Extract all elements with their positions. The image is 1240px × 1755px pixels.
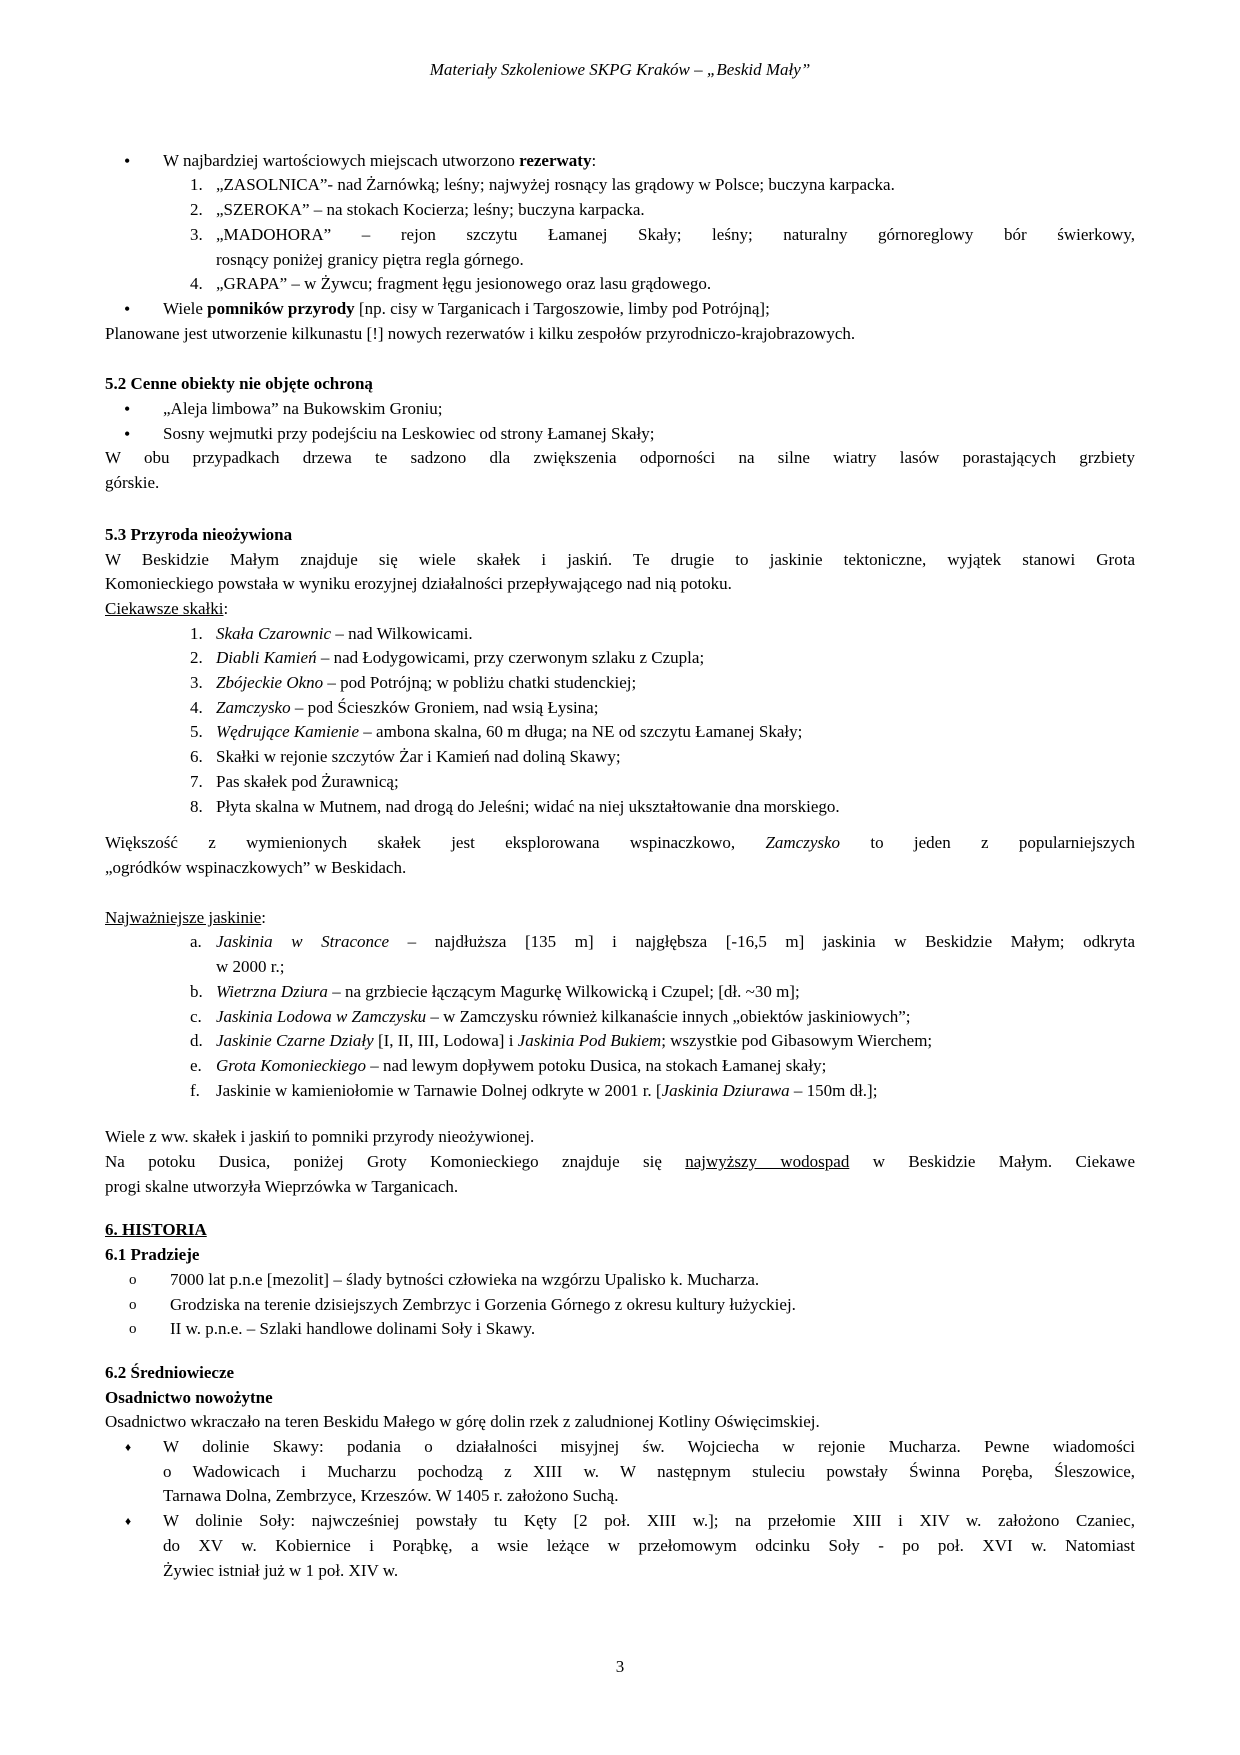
text-run-bold: pomników przyrody xyxy=(207,298,355,318)
list-letter: f. xyxy=(190,1080,200,1100)
item-text xyxy=(216,673,636,692)
list-label xyxy=(105,597,1135,622)
item-text xyxy=(216,982,800,1001)
cave-name: Wietrzna Dziura xyxy=(216,981,328,1001)
item-line: Tarnawa Dolna, Zembrzyce, Krzeszów. W 1405 r. założono Suchą. xyxy=(163,1486,619,1506)
rock-name: Skała Czarownic xyxy=(216,623,332,643)
list-item xyxy=(105,795,1135,820)
item-line: do XV w. Kobiernice i Porąbkę, a wsie leżące w przełomowym odcinku Soły - po poł. XVI w. Natomiast xyxy=(163,1535,1135,1555)
list-number: 3. xyxy=(190,224,203,244)
list-item xyxy=(105,422,1135,447)
list-item xyxy=(105,198,1135,223)
paragraph-line: W obu przypadkach drzewa te sadzono dla zwiększenia odporności na silne wiatry lasów porastających grzbiety xyxy=(105,448,1135,468)
section-heading: 6.2 Średniowiecze xyxy=(105,1362,235,1382)
item-text: II w. p.n.e. – Szlaki handlowe dolinami Soły i Skawy. xyxy=(170,1319,536,1339)
item-line xyxy=(216,930,1135,955)
item-text: Sosny wejmutki przy podejściu na Leskowiec od strony Łamanej Skały; xyxy=(163,423,655,443)
paragraph: Wiele z ww. skałek i jaskiń to pomniki przyrody nieożywionej. xyxy=(105,1127,535,1147)
list-letter: e. xyxy=(190,1055,202,1075)
paragraph: Planowane jest utworzenie kilkunastu [!] nowych rezerwatów i kilku zespołów przyrodniczo-krajobrazowych. xyxy=(105,323,856,343)
bullet-icon: • xyxy=(124,150,131,171)
item-text: „GRAPA” – w Żywcu; fragment łęgu jesionowego oraz lasu grądowego. xyxy=(216,274,712,294)
text-run: – nad Wilkowicami. xyxy=(331,623,473,643)
rock-name: Wędrujące Kamienie xyxy=(216,722,360,742)
item-text xyxy=(216,1031,932,1050)
list-number: 4. xyxy=(190,697,203,717)
rock-name: Zamczysko xyxy=(216,697,291,717)
circle-bullet-icon: o xyxy=(129,1271,137,1288)
list-item xyxy=(105,1509,1135,1583)
item-text xyxy=(216,698,598,717)
paragraph-line: progi skalne utworzyła Wieprzówka w Targanicach. xyxy=(105,1176,459,1196)
section-heading: 6.1 Pradzieje xyxy=(105,1245,200,1265)
list-item xyxy=(105,1005,1135,1030)
list-letter: c. xyxy=(190,1006,202,1026)
rock-name: Zbójeckie Okno xyxy=(216,673,324,693)
bullet-icon: • xyxy=(124,298,131,319)
text-run: Na potoku Dusica, poniżej Groty Komonieckiego znajduje się xyxy=(105,1152,686,1172)
list-item xyxy=(105,1317,1135,1342)
item-text xyxy=(216,722,802,741)
paragraph-line xyxy=(105,1150,1135,1175)
rock-name: Zamczysko xyxy=(765,833,841,853)
section-history xyxy=(105,1218,1135,1342)
list-letter: b. xyxy=(190,981,203,1001)
item-line: W dolinie Soły: najwcześniej powstały tu Kęty [2 poł. XIII w.]; na przełomie XIII i XIV w. założono Czaniec, xyxy=(163,1511,1135,1531)
item-text: „Aleja limbowa” na Bukowskim Groniu; xyxy=(163,399,443,419)
text-run-bold: rezerwaty xyxy=(519,150,592,170)
list-item xyxy=(105,671,1135,696)
item-text: Płyta skalna w Mutnem, nad drogą do Jeleśni; widać na niej ukształtowanie dna morskiego. xyxy=(216,796,840,816)
cave-name: Grota Komonieckiego xyxy=(216,1055,366,1075)
list-item xyxy=(105,1054,1135,1079)
text-run: : xyxy=(261,907,266,927)
text-run: to jeden z popularniejszych xyxy=(840,833,1135,853)
list-item xyxy=(105,930,1135,979)
item-line: W dolinie Skawy: podania o działalności misyjnej św. Wojciecha w rejonie Mucharza. Pewne wiadomości xyxy=(163,1437,1135,1457)
list-item xyxy=(105,622,1135,647)
text-run: w Beskidzie Małym. Ciekawe xyxy=(849,1152,1135,1172)
waterfall-paragraph xyxy=(105,1125,1135,1199)
item-text xyxy=(216,1007,911,1026)
cave-name: Jaskinia w Straconce xyxy=(216,932,390,952)
text-run: : xyxy=(223,598,229,618)
text-run: – najdłuższa [135 m] i najgłębsza [-16,5 m] jaskinia w Beskidzie Małym; odkryta xyxy=(389,932,1136,952)
item-line: rosnący poniżej granicy piętra regla górnego. xyxy=(216,249,524,269)
item-text xyxy=(216,648,704,667)
list-item xyxy=(105,1293,1135,1318)
text-run: : xyxy=(591,150,597,170)
list-item xyxy=(105,297,1135,322)
list-number: 4. xyxy=(190,274,203,294)
list-item xyxy=(105,646,1135,671)
item-text: Grodziska na terenie dzisiejszych Zembrzyc i Gorzenia Górnego z okresu kultury łużyckiej. xyxy=(170,1294,796,1314)
text-run: – na grzbiecie łączącym Magurkę Wilkowicką i Czupel; [dł. ~30 m]; xyxy=(327,981,800,1001)
text-run: Wiele xyxy=(163,298,208,318)
list-item xyxy=(105,272,1135,297)
list-number: 1. xyxy=(190,623,203,643)
text-run: – pod Ścieszków Groniem, nad wsią Łysina; xyxy=(290,697,599,717)
item-text: Skałki w rejonie szczytów Żar i Kamień nad doliną Skawy; xyxy=(216,747,621,767)
text-run: – pod Potrójną; w pobliżu chatki studenckiej; xyxy=(323,673,637,693)
item-text: „SZEROKA” – na stokach Kocierza; leśny; buczyna karpacka. xyxy=(216,200,645,220)
bullet-icon: • xyxy=(124,423,131,444)
section-5-3 xyxy=(105,523,1135,819)
cave-name: Jaskinia Pod Bukiem xyxy=(517,1031,662,1051)
text-run: [I, II, III, Lodowa] i xyxy=(373,1031,518,1051)
item-text: Pas skałek pod Żurawnicą; xyxy=(216,771,399,791)
item-line: Żywiec istniał już w 1 poł. XIV w. xyxy=(163,1560,399,1580)
text-run: – ambona skalna, 60 m długa; na NE od szczytu Łamanej Skały; xyxy=(359,722,803,742)
list-item xyxy=(105,1029,1135,1054)
item-text: „ZASOLNICA”- nad Żarnówką; leśny; najwyżej rosnący las grądowy w Polsce; buczyna karpacka. xyxy=(216,175,895,195)
text-run: Jaskinie w kamieniołomie w Tarnawie Dolnej odkryte w 2001 r. [ xyxy=(216,1080,662,1100)
list-item xyxy=(105,745,1135,770)
list-item xyxy=(105,223,1135,272)
item-line: o Wadowicach i Mucharzu pochodzą z XIII w. W następnym stuleciu powstały Świnna Poręba, Śleszowice, xyxy=(163,1461,1135,1481)
list-item xyxy=(105,1079,1135,1104)
text-run: – 150m dł.]; xyxy=(789,1080,878,1100)
circle-bullet-icon: o xyxy=(129,1296,137,1313)
page-number: 3 xyxy=(615,1657,625,1677)
list-number: 1. xyxy=(190,175,203,195)
cave-name: Jaskinia Lodowa w Zamczysku xyxy=(216,1006,427,1026)
underlined-text: najwyższy wodospad xyxy=(685,1152,850,1172)
document-content xyxy=(0,58,1240,1680)
list-number: 3. xyxy=(190,673,203,693)
item-text xyxy=(216,1081,877,1100)
list-letter: d. xyxy=(190,1031,203,1051)
underlined-label: Najważniejsze jaskinie xyxy=(105,907,262,927)
section-5-2 xyxy=(105,372,1135,496)
item-text xyxy=(216,1056,826,1075)
text-run: Większość z wymienionych skałek jest eksplorowana wspinaczkowo, xyxy=(105,833,766,853)
paragraph-line: W Beskidzie Małym znajduje się wiele skałek i jaskiń. Te drugie to jaskinie tektoniczne, wyjątek stanowi Grota xyxy=(105,549,1135,569)
list-item xyxy=(105,149,1135,174)
list-item xyxy=(105,770,1135,795)
chapter-heading: 6. HISTORIA xyxy=(105,1220,207,1240)
paragraph-line: górskie. xyxy=(105,473,160,493)
running-header: Materiały Szkoleniowe SKPG Kraków – „Beskid Mały” xyxy=(429,60,811,79)
text-run: – nad Łodygowicami, przy czerwonym szlaku z Czupla; xyxy=(316,648,705,668)
list-number: 5. xyxy=(190,722,203,742)
list-number: 7. xyxy=(190,771,203,791)
climbing-paragraph xyxy=(105,831,1135,880)
text-run: – nad lewym dopływem potoku Dusica, na stokach Łamanej skały; xyxy=(365,1055,827,1075)
paragraph-line: „ogródków wspinaczkowych” w Beskidach. xyxy=(105,857,407,877)
list-item xyxy=(105,720,1135,745)
section-heading: 5.3 Przyroda nieożywiona xyxy=(105,524,293,544)
caves-list xyxy=(105,906,1135,1104)
rock-name: Diabli Kamień xyxy=(216,648,317,668)
sub-heading: Osadnictwo nowożytne xyxy=(105,1387,273,1407)
underlined-label: Ciekawsze skałki xyxy=(105,598,224,618)
diamond-bullet-icon: ♦ xyxy=(125,1514,132,1529)
list-item xyxy=(105,173,1135,198)
text-run: [np. cisy w Targanicach i Targoszowie, limby pod Potrójną]; xyxy=(354,298,770,318)
text-run: ; wszystkie pod Gibasowym Wierchem; xyxy=(661,1031,933,1051)
list-item xyxy=(105,1268,1135,1293)
item-text xyxy=(216,624,473,643)
section-6-2 xyxy=(105,1361,1135,1583)
paragraph-line xyxy=(105,831,1135,856)
list-number: 6. xyxy=(190,747,203,767)
section-reserves xyxy=(105,149,1135,347)
list-letter: a. xyxy=(190,932,202,952)
list-item xyxy=(105,1435,1135,1509)
circle-bullet-icon: o xyxy=(129,1321,137,1338)
paragraph-line: Komonieckiego powstała w wyniku erozyjnej działalności przepływającego nad nią potoku. xyxy=(105,574,732,594)
list-item xyxy=(105,397,1135,422)
item-line: w 2000 r.; xyxy=(216,957,285,977)
bullet-icon: • xyxy=(124,399,131,420)
list-number: 8. xyxy=(190,796,203,816)
section-heading: 5.2 Cenne obiekty nie objęte ochroną xyxy=(105,374,373,394)
list-label xyxy=(105,906,1135,931)
text-run: – w Zamczysku również kilkanaście innych „obiektów jaskiniowych”; xyxy=(426,1006,911,1026)
text-run: W najbardziej wartościowych miejscach utworzono xyxy=(163,150,520,170)
item-line: „MADOHORA” – rejon szczytu Łamanej Skały; leśny; naturalny górnoreglowy bór świerkowy, xyxy=(216,224,1135,244)
cave-name: Jaskinie Czarne Działy xyxy=(216,1031,374,1051)
paragraph: Osadnictwo wkraczało na teren Beskidu Małego w górę dolin rzek z zaludnionej Kotliny Oświęcimskiej. xyxy=(105,1412,820,1432)
list-number: 2. xyxy=(190,200,203,220)
cave-name: Jaskinia Dziurawa xyxy=(661,1080,790,1100)
diamond-bullet-icon: ♦ xyxy=(125,1440,132,1455)
item-text: 7000 lat p.n.e [mezolit] – ślady bytności człowieka na wzgórzu Upalisko k. Mucharza. xyxy=(170,1269,760,1289)
list-number: 2. xyxy=(190,648,203,668)
list-item xyxy=(105,696,1135,721)
list-item xyxy=(105,980,1135,1005)
